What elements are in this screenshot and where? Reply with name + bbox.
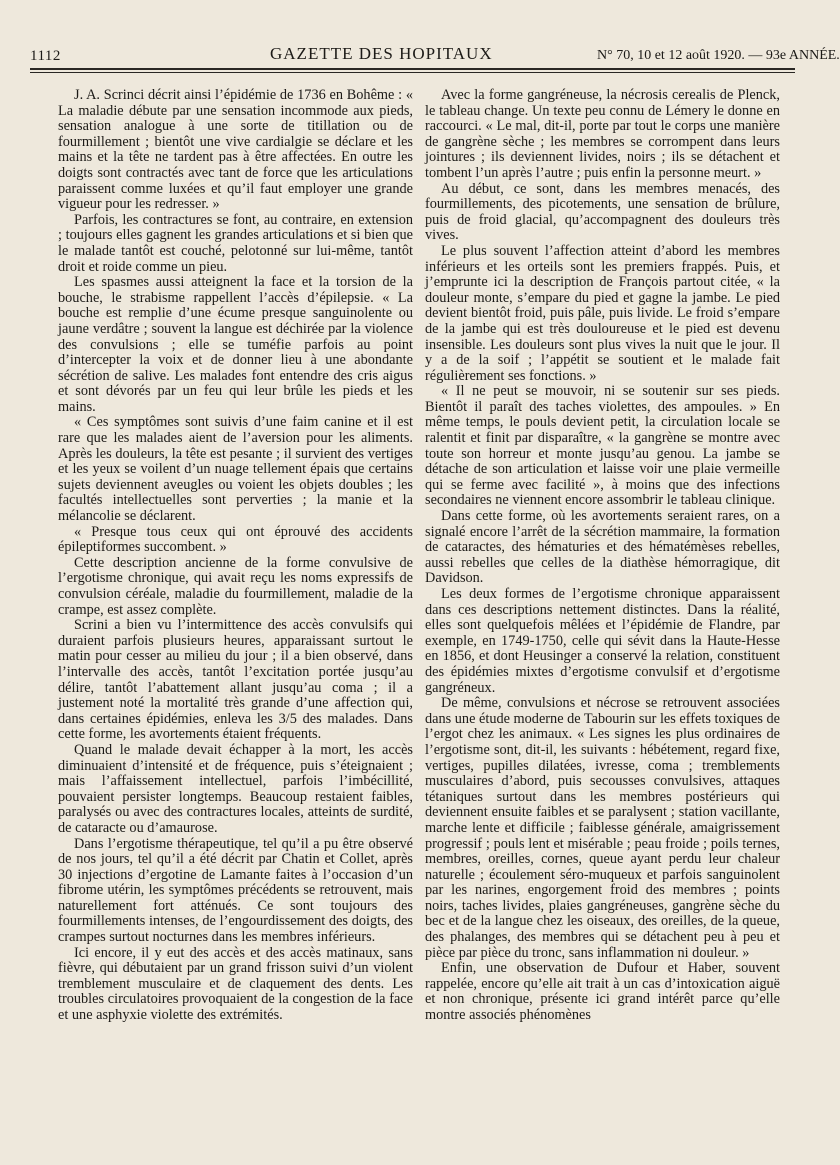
paragraph: Avec la forme gangréneuse, la nécrosis cerealis de Plenck, le tableau change. Un texte peu connu de Lémery le donne en raccourci. « Le mal, dit-il, porte par tout le corps une manière de gangrène sèche ; les membres se corrompent dans leurs jointures ; ils deviennent livides, noirs ; ils se détachent et tombent l’un après l’autre ; puis enfin la personne meurt. » [425, 87, 780, 181]
paragraph: J. A. Scrinci décrit ainsi l’épidémie de 1736 en Bohême : « La maladie débute par une sensation incommode aux pieds, sensation analogue à une sorte de titillation ou de fourmillement ; bientôt une vive cardialgie se déclare et les mains et la tête ne tardent pas à être affectées. En outre les doigts sont contractés avec tant de force que les articulations paraissent comme luxées et qu’il faut employer une grande vigueur pour les redresser. » [58, 87, 413, 213]
journal-title: GAZETTE DES HOPITAUX [270, 44, 493, 63]
paragraph: Parfois, les contractures se font, au contraire, en extension ; toujours elles gagnent les grandes articulations et si bien que le malade tantôt est couché, pelotonné sur lui-même, tantôt droit et roide comme un pieu. [58, 211, 413, 275]
paragraph: Cette description ancienne de la forme convulsive de l’ergotisme chronique, qui avait reçu les noms expressifs de convulsion céréale, maladie du fourmillement, maladie de la crampe, est assez complète. [58, 554, 413, 618]
paragraph: Au début, ce sont, dans les membres menacés, des fourmillements, des picotements, une sensation de brûlure, puis de froid glacial, qu’accompagnent des douleurs très vives. [425, 180, 780, 244]
paragraph: De même, convulsions et nécrose se retrouvent associées dans une étude moderne de Tabourin sur les effets toxiques de l’ergot chez les animaux. « Les signes les plus ordinaires de l’ergotisme sont, dit-il, les suivants : hébétement, regard fixe, vertiges, pupilles dilatées, ivresse, coma ; tremblements musculaires d’abord, puis secousses convulsives, attaques tétaniques surtout dans les membres postérieurs qui deviennent ensuite faibles et se paralysent ; station vacillante, marche lente et difficile ; faiblesse générale, amaigrissement progressif ; pouls lent et misérable ; peau froide ; poils ternes, membres, oreilles, cornes, queue ayant perdu leur chaleur naturelle ; écoulement séro-muqueux et parfois sanguinolent par les narines, engorgement froid des membres ; points noirs, taches livides, plaies gangréneuses, gangrène sèche du bec et de la langue chez les oiseaux, des oreilles, de la queue, des phalanges, des membres qui se détachent peu à peu et pièce par pièce du tronc, sans inflammation ni douleur. » [425, 695, 780, 961]
header-rule [30, 68, 795, 70]
right-column [425, 88, 780, 1024]
paragraph: Le plus souvent l’affection atteint d’abord les membres inférieurs et les orteils sont les premiers frappés. Puis, et j’emprunte ici la description de François partout citée, « la douleur monte, s’empare du pied et gagne la jambe. Le pied devient bientôt froid, puis pâle, puis livide. Le froid s’empare de la jambe qui est très douloureuse et le pied est devenu insensible. Les douleurs sont plus vives la nuit que le jour. Il y a de la soif ; l’appétit se soutient et le malade fait régulièrement ses fonctions. » [425, 242, 780, 384]
left-column [58, 88, 413, 1024]
paragraph: Enfin, une observation de Dufour et Haber, souvent rappelée, encore qu’elle ait trait à un cas d’intoxication aiguë et non chronique, présente ici grand intérêt parce qu’elle montre associés phénomènes [425, 960, 780, 1024]
paragraph: Les deux formes de l’ergotisme chronique apparaissent dans ces descriptions nettement distinctes. Dans la réalité, elles sont quelquefois mêlées et l’épidémie de Flandre, par exemple, en 1749-1750, celle qui sévit dans la Haute-Hesse en 1856, et dont Heusinger a conservé la relation, constituent des épidémies mixtes d’ergotisme convulsif et d’ergotisme gangréneux. [425, 586, 780, 696]
paragraph: Scrini a bien vu l’intermittence des accès convulsifs qui duraient parfois plusieurs heures, apparaissant surtout le matin pour cesser au milieu du jour ; il a bien observé, dans l’intervalle des accès, tantôt l’excitation portée jusqu’au délire, tantôt l’abattement allant jusqu’au coma ; il a justement noté la mortalité très grande d’une affection qui, dans certaines épidémies, enleva les 3/5 des malades. Dans cette forme, les avortements étaient fréquents. [58, 617, 413, 743]
page-number: 1112 [30, 48, 61, 64]
paragraph: « Il ne peut se mouvoir, ni se soutenir sur ses pieds. Bientôt il paraît des taches violettes, des ampoules. » En même temps, le pouls devient petit, la circulation locale se ralentit et finit par disparaître, « la gangrène se montre avec toute son horreur et monte jusqu’au genou. La jambe se détache de son articulation et laisse voir une plaie vermeille qui se ferme avec facilité », à moins que des infections secondaires ne viennent encore assombrir le tableau clinique. [425, 383, 780, 509]
paragraph: « Ces symptômes sont suivis d’une faim canine et il est rare que les malades aient de l’aversion pour les aliments. Après les douleurs, la tête est pesante ; il survient des vertiges et les yeux se voilent d’un nuage tellement épais que certains sujets deviennent aveugles ou voient les objets doubles ; les facultés intellectuelles sont perverties ; la manie et la mélancolie se déclarent. [58, 414, 413, 525]
paragraph: « Presque tous ceux qui ont éprouvé des accidents épileptiformes succombent. » [58, 523, 413, 556]
page-header [30, 44, 840, 68]
paragraph: Dans cette forme, où les avortements seraient rares, on a signalé encore l’arrêt de la sécrétion mammaire, la formation de cataractes, des hématuries et des hématémèses rebelles, aussi rebelles que celles de la diathèse hémorragique, dit Davidson. [425, 508, 780, 587]
header-rule-thin [30, 72, 795, 73]
issue-info: N° 70, 10 et 12 août 1920. — 93e ANNÉE. [597, 48, 840, 63]
paragraph: Les spasmes aussi atteignent la face et la torsion de la bouche, le strabisme rappellent l’accès d’épilepsie. « La bouche est remplie d’une écume presque sanguinolente ou jaune verdâtre ; souvent la langue est déchirée par la violence des convulsions ; elle se tuméfie parfois au point d’intercepter la voix et de donner lieu à une abondante sécrétion de salive. Les malades font entendre des cris aigus et sont dévorés par un feu qui leur brûle les pieds et les mains. [58, 274, 413, 415]
paragraph: Dans l’ergotisme thérapeutique, tel qu’il a pu être observé de nos jours, tel qu’il a été décrit par Chatin et Collet, après 30 injections d’ergotine de Lamante faites à l’occasion d’un fibrome utérin, les symptômes précédents se retrouvent, mais naturellement fort atténués. Ce sont toujours des fourmillements intenses, de l’engourdissement des doigts, des crampes surtout nocturnes dans les membres inférieurs. [58, 835, 413, 946]
paragraph: Quand le malade devait échapper à la mort, les accès diminuaient d’intensité et de fréquence, puis s’éteignaient ; mais l’affaissement intellectuel, parfois l’imbécillité, pouvaient persister longtemps. Beaucoup restaient faibles, paralysés ou avec des contractures locales, atteints de surdité, de cataracte ou d’amaurose. [58, 741, 413, 836]
paragraph: Ici encore, il y eut des accès et des accès matinaux, sans fièvre, qui débutaient par un grand frisson suivi d’un violent tremblement musculaire et de claquement des dents. Les troubles circulatoires provoquaient de la congestion de la face et une asphyxie violette des extrémités. [58, 944, 413, 1024]
